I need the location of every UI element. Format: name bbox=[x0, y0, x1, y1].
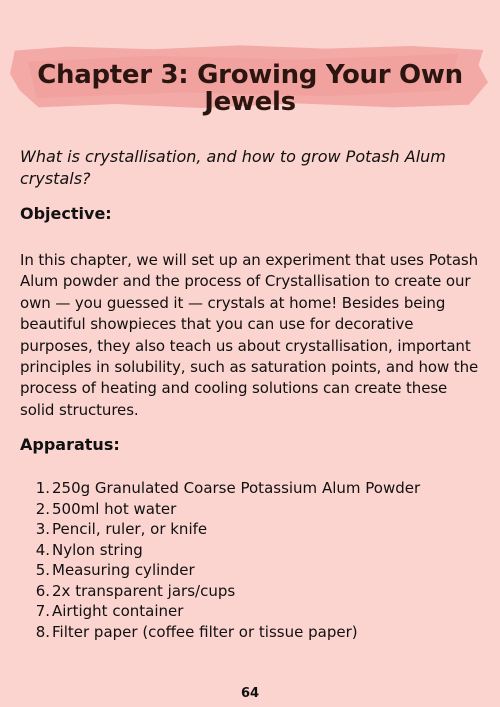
list-item-text: Airtight container bbox=[52, 602, 184, 620]
list-item-number: 6. bbox=[35, 581, 50, 600]
list-item-number: 7. bbox=[35, 602, 50, 620]
list-item bbox=[30, 560, 480, 581]
list-item bbox=[30, 478, 480, 499]
list-item bbox=[30, 601, 480, 622]
list-item-text: Pencil, ruler, or knife bbox=[52, 520, 208, 538]
page-number: 64 bbox=[240, 686, 260, 701]
list-item bbox=[30, 581, 480, 602]
list-item-text: 2x transparent jars/cups bbox=[52, 581, 236, 600]
objective-text: In this chapter, we will set up an experiment that uses Potash Alum powder and the process of Crystallisation to create our own — you guessed it — crystals at home! Besides being beautiful showpieces that you can use for decorative purposes, they also teach us about crystallisation, important principles in solubility, such as saturation points, and how the process of heating and cooling solutions can create these solid structures. bbox=[20, 251, 479, 419]
apparatus-heading: Apparatus: bbox=[20, 435, 120, 454]
chapter-subtitle: What is crystallisation, and how to grow Potash Alum crystals? bbox=[20, 147, 446, 188]
apparatus-list bbox=[30, 478, 480, 642]
list-item-number: 8. bbox=[35, 622, 50, 641]
list-item-number: 4. bbox=[35, 540, 50, 559]
list-item-text: Measuring cylinder bbox=[52, 561, 195, 579]
list-item-number: 3. bbox=[35, 520, 50, 538]
list-item bbox=[30, 499, 480, 520]
list-item-text: 500ml hot water bbox=[52, 499, 177, 518]
list-item-text: 250g Granulated Coarse Potassium Alum Powder bbox=[52, 479, 421, 497]
list-item bbox=[30, 540, 480, 561]
list-item-text: Nylon string bbox=[52, 540, 143, 559]
list-item-number: 2. bbox=[35, 499, 50, 518]
list-item-number: 1. bbox=[35, 479, 50, 497]
list-item-text: Filter paper (coffee filter or tissue paper) bbox=[52, 622, 358, 641]
objective-heading: Objective: bbox=[20, 204, 112, 223]
list-item-number: 5. bbox=[35, 561, 50, 579]
chapter-title: Chapter 3: Growing Your Own Jewels bbox=[37, 60, 463, 117]
list-item bbox=[30, 622, 480, 643]
list-item bbox=[30, 519, 480, 540]
